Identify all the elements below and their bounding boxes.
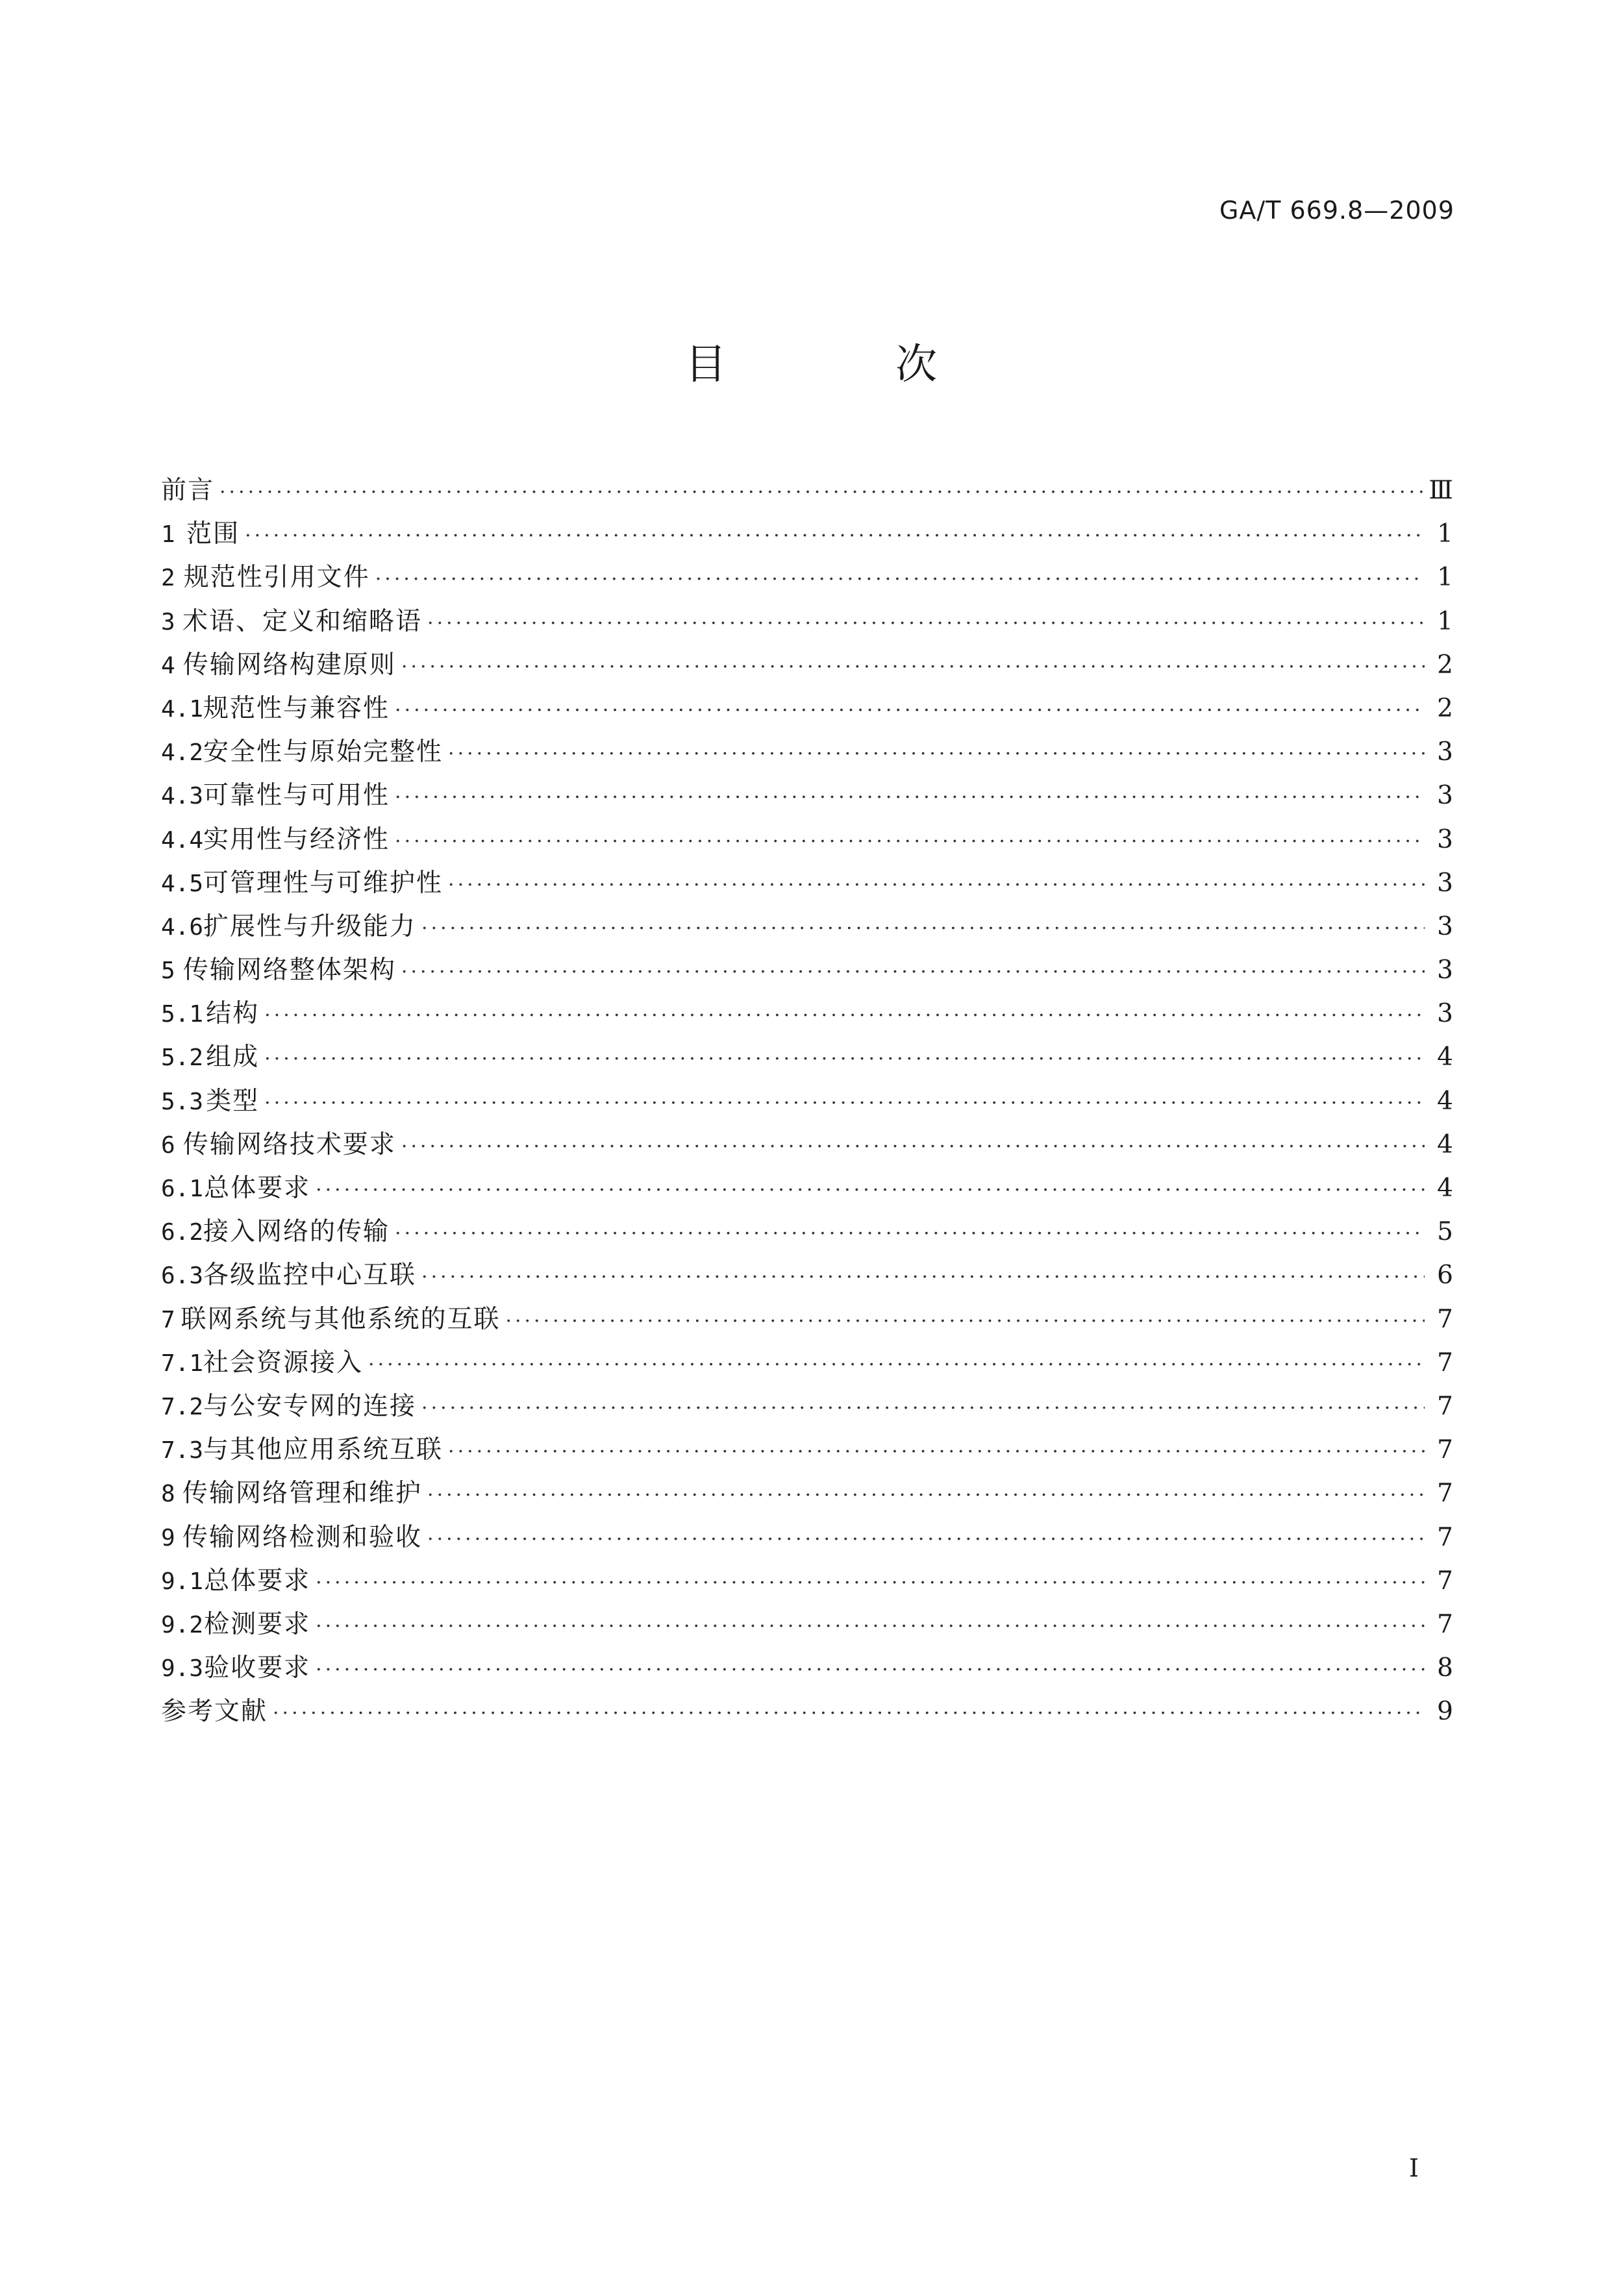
toc-leader-dots [401,645,1425,689]
toc-entry[interactable] [161,861,1453,905]
toc-leader-dots [219,471,1423,514]
toc-entry-number: 4.2 [161,739,204,767]
toc-entry[interactable] [161,1428,1453,1472]
toc-leader-dots [448,732,1425,776]
toc-entry-label: 前言 [161,476,215,505]
toc-entry-number: 3 [161,608,175,636]
toc-entry[interactable] [161,1167,1453,1210]
toc-entry-number: 2 [161,565,175,592]
table-of-contents [161,469,1453,1733]
toc-entry-number: 4 [161,652,175,679]
toc-entry-page: 7 [1437,1479,1453,1509]
toc-entry-page: Ⅲ [1428,476,1453,505]
toc-entry-label: 组成 [206,1043,260,1072]
page-title: 目 次 [684,341,1016,389]
toc-entry-page: 3 [1437,911,1453,941]
toc-entry-label: 类型 [206,1086,260,1116]
toc-entry-page: 3 [1437,737,1453,767]
toc-leader-dots [316,1561,1425,1605]
toc-leader-dots [448,863,1425,907]
toc-entry-number: 5.3 [161,1088,204,1115]
toc-leader-dots [395,1212,1425,1255]
toc-entry-label: 社会资源接入 [203,1348,364,1377]
toc-entry-page: 7 [1437,1304,1453,1334]
toc-entry-number: 9 [161,1524,175,1551]
toc-entry[interactable] [161,1385,1453,1428]
toc-leader-dots [368,1343,1425,1387]
toc-leader-dots [401,950,1425,994]
toc-leader-dots [264,994,1425,1037]
toc-entry-number: 9.3 [161,1655,204,1683]
toc-entry-label: 与公安专网的连接 [203,1391,417,1421]
toc-entry-page: 6 [1437,1261,1453,1290]
toc-entry-label: 可靠性与可用性 [203,781,390,811]
toc-entry[interactable] [161,1080,1453,1123]
toc-entry-number: 5.1 [161,1001,204,1028]
toc-leader-dots [427,1474,1425,1517]
standard-code: GA/T 669.8—2009 [1219,196,1454,225]
toc-entry-label: 传输网络检测和验收 [182,1522,423,1552]
toc-entry-label: 范围 [186,519,240,549]
toc-entry-number: 4.4 [161,826,204,854]
toc-entry-label: 验收要求 [204,1653,311,1683]
toc-entry[interactable] [161,948,1453,992]
toc-entry-label: 传输网络管理和维护 [182,1479,423,1509]
toc-entry-number: 9.2 [161,1611,204,1638]
toc-leader-dots [448,1430,1425,1474]
toc-entry-page: 4 [1437,1043,1453,1072]
toc-leader-dots [421,1387,1425,1430]
toc-entry-number: 4.5 [161,870,204,897]
toc-entry[interactable] [161,512,1453,556]
toc-entry-label: 实用性与经济性 [203,824,390,854]
toc-entry-page: 4 [1437,1174,1453,1203]
toc-entry[interactable] [161,1690,1453,1733]
toc-entry-page: 3 [1437,868,1453,898]
toc-leader-dots [505,1300,1425,1343]
toc-leader-dots [395,689,1425,732]
toc-leader-dots [264,1081,1425,1125]
toc-entry-label: 与其他应用系统互联 [203,1435,443,1465]
toc-leader-dots [401,1125,1425,1168]
toc-entry-label: 规范性与兼容性 [203,693,390,723]
toc-entry-page: 1 [1437,563,1453,593]
toc-entry-number: 4.3 [161,783,204,810]
toc-entry[interactable] [161,600,1453,643]
toc-leader-dots [427,1518,1425,1561]
toc-entry-number: 7.1 [161,1350,204,1377]
toc-entry-page: 1 [1437,519,1453,549]
toc-entry-number: 9.1 [161,1568,204,1595]
toc-leader-dots [375,558,1425,601]
toc-entry-number: 5.2 [161,1044,204,1072]
toc-entry-number: 7.2 [161,1393,204,1420]
toc-leader-dots [421,1255,1425,1299]
page-number: I [1409,2154,1419,2182]
toc-entry-number: 4.1 [161,695,204,722]
toc-entry-label: 总体要求 [204,1174,311,1203]
toc-entry[interactable] [161,1516,1453,1559]
toc-entry[interactable] [161,1646,1453,1690]
toc-entry-page: 3 [1437,824,1453,854]
toc-entry-page: 7 [1437,1522,1453,1552]
toc-entry-page: 4 [1437,1129,1453,1159]
toc-entry-page: 7 [1437,1609,1453,1639]
toc-entry-label: 传输网络整体架构 [182,956,396,985]
toc-entry-label: 可管理性与可维护性 [203,868,443,898]
toc-entry-label: 联网系统与其他系统的互联 [181,1304,501,1334]
toc-entry[interactable] [161,992,1453,1035]
toc-leader-dots [421,907,1425,950]
toc-entry-number: 6.2 [161,1219,204,1246]
toc-entry-page: 7 [1437,1566,1453,1596]
toc-entry-page: 7 [1437,1348,1453,1377]
toc-leader-dots [316,1648,1425,1692]
toc-entry-number: 6.3 [161,1263,204,1290]
toc-entry-label: 扩展性与升级能力 [203,911,417,941]
toc-entry-page: 1 [1437,606,1453,636]
toc-entry-number: 7.3 [161,1437,204,1464]
toc-entry-number: 6.1 [161,1176,204,1202]
toc-entry-label: 传输网络构建原则 [182,650,396,680]
toc-entry[interactable] [161,905,1453,948]
toc-entry[interactable] [161,1035,1453,1079]
toc-entry-label: 总体要求 [204,1566,311,1596]
toc-leader-dots [395,776,1425,819]
toc-entry[interactable] [161,1559,1453,1603]
toc-entry-page: 4 [1437,1086,1453,1116]
toc-leader-dots [316,1605,1425,1648]
toc-entry[interactable] [161,1253,1453,1297]
toc-entry-label: 参考文献 [161,1697,268,1727]
toc-entry[interactable] [161,1123,1453,1167]
toc-leader-dots [264,1037,1425,1081]
toc-entry[interactable] [161,1603,1453,1646]
toc-leader-dots [273,1692,1425,1735]
toc-entry-page: 7 [1437,1435,1453,1465]
toc-entry-label: 检测要求 [204,1609,311,1639]
toc-leader-dots [316,1168,1425,1212]
toc-leader-dots [427,602,1425,645]
toc-entry-label: 各级监控中心互联 [203,1261,417,1290]
toc-leader-dots [395,820,1425,863]
toc-entry-page: 2 [1437,650,1453,680]
toc-entry-label: 安全性与原始完整性 [203,737,443,767]
toc-entry[interactable] [161,643,1453,687]
toc-entry[interactable] [161,730,1453,774]
toc-entry-page: 3 [1437,956,1453,985]
toc-entry[interactable] [161,469,1453,512]
toc-entry-number: 8 [161,1481,175,1508]
toc-entry-page: 3 [1437,999,1453,1029]
toc-entry-label: 传输网络技术要求 [182,1129,396,1159]
toc-entry[interactable] [161,774,1453,817]
toc-entry-label: 接入网络的传输 [203,1217,390,1247]
toc-entry-page: 7 [1437,1391,1453,1421]
toc-leader-dots [245,514,1425,558]
toc-entry-page: 8 [1437,1653,1453,1683]
toc-entry-number: 1 [161,521,175,549]
toc-entry[interactable] [161,1298,1453,1341]
toc-entry-page: 3 [1437,781,1453,811]
toc-entry[interactable] [161,1341,1453,1385]
toc-entry-page: 9 [1437,1697,1453,1727]
toc-entry-label: 结构 [206,999,260,1029]
toc-entry[interactable] [161,1210,1453,1253]
toc-entry-page: 5 [1437,1217,1453,1247]
toc-entry-label: 规范性引用文件 [183,563,370,593]
toc-entry-page: 2 [1437,693,1453,723]
toc-entry[interactable] [161,818,1453,861]
toc-entry-number: 5 [161,957,175,985]
toc-entry-number: 4.6 [161,913,204,941]
toc-entry-label: 术语、定义和缩略语 [182,606,423,636]
toc-entry-number: 7 [161,1306,175,1333]
toc-entry[interactable] [161,556,1453,599]
toc-entry[interactable] [161,687,1453,730]
toc-entry-number: 6 [161,1131,175,1159]
toc-entry[interactable] [161,1472,1453,1515]
